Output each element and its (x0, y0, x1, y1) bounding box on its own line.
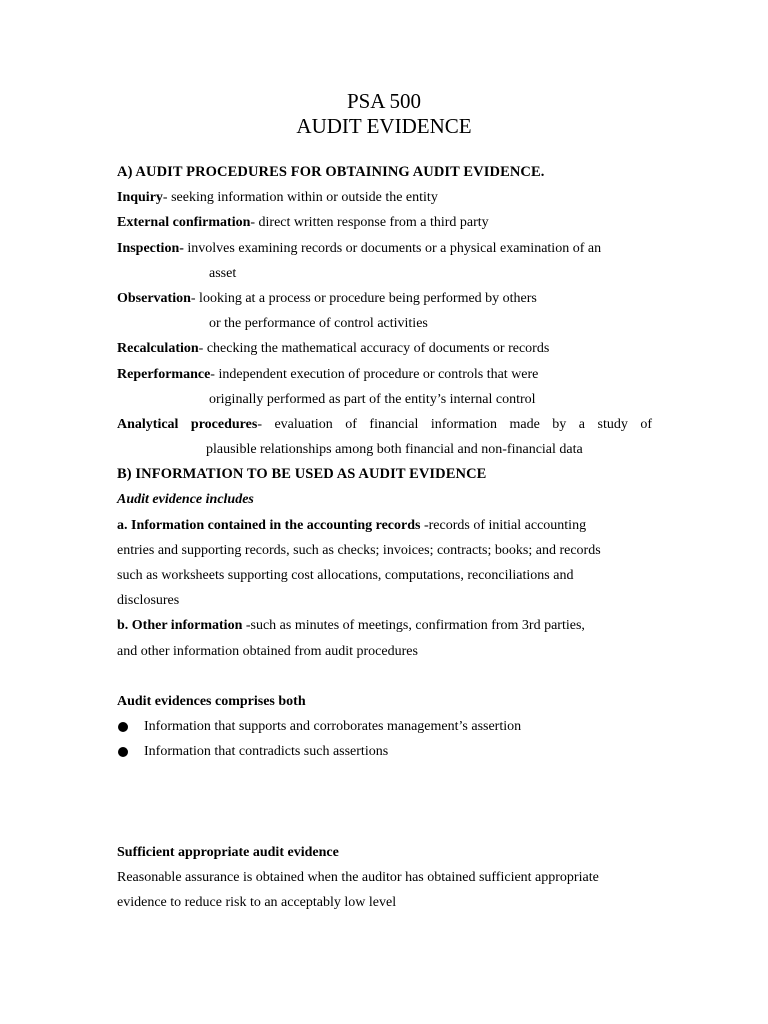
procedure-reperformance (117, 362, 652, 387)
spacer (117, 664, 652, 689)
sufficient-text: Reasonable assurance is obtained when the auditor has obtained sufficient appropriate (117, 870, 599, 886)
evidence-item-a (117, 513, 652, 538)
item-text: -such as minutes of meetings, confirmation from 3rd parties, (242, 618, 585, 634)
spacer (117, 765, 652, 841)
procedure-inspection-continued: asset (209, 265, 237, 281)
definition: - seeking information within or outside the entity (162, 190, 438, 206)
bullet-item (117, 739, 652, 764)
comprises-heading (117, 689, 652, 714)
definition: involves examining records or documents or a physical examination of an (183, 240, 602, 256)
term: Analytical procedures (117, 416, 258, 432)
procedure-recalculation (117, 336, 652, 361)
evidence-item-a-line: such as worksheets supporting cost allocations, computations, reconciliations and (117, 568, 574, 583)
term: Recalculation (117, 341, 199, 357)
comprises-heading-text: Audit evidences comprises both (117, 693, 306, 709)
term: Inquiry (117, 190, 163, 206)
term: Observation (117, 290, 191, 306)
document-body (117, 160, 652, 916)
procedure-analytical-continued: plausible relationships among both financial and non-financial data (206, 442, 583, 458)
evidence-item-a-line: disclosures (117, 593, 180, 609)
sufficient-heading-text: Sufficient appropriate audit evidence (117, 845, 339, 861)
section-b-subheading: Audit evidence includes (117, 492, 254, 508)
procedure-reperformance-continued: originally performed as part of the entity’s internal control (209, 391, 536, 407)
item-term: a. Information contained in the accounting records (117, 517, 421, 533)
procedure-inquiry (117, 185, 652, 210)
bullet-item (117, 714, 652, 739)
definition: - independent execution of procedure or controls that were (210, 366, 539, 382)
item-term: b. Other information (117, 618, 243, 634)
bullet-text: Information that supports and corroborates management’s assertion (144, 719, 522, 735)
definition: - evaluation of financial information made by a study of (257, 416, 652, 432)
sufficient-text: evidence to reduce risk to an acceptably low level (117, 895, 397, 911)
document-title-code: PSA 500 (346, 89, 422, 113)
bullet-text: Information that contradicts such assertions (144, 744, 389, 760)
item-text: -records of initial accounting (420, 517, 587, 533)
document-title: AUDIT EVIDENCE (296, 114, 472, 138)
bullet-dot-icon (118, 747, 128, 757)
procedure-inspection (117, 236, 652, 261)
section-b-heading: B) INFORMATION TO BE USED AS AUDIT EVIDENCE (117, 466, 487, 483)
evidence-item-b (117, 613, 652, 638)
sufficient-heading (117, 840, 652, 865)
definition: - checking the mathematical accuracy of documents or records (198, 341, 550, 357)
evidence-item-b-line: and other information obtained from audit procedures (117, 643, 418, 659)
term: Inspection- (117, 240, 184, 256)
bullet-dot-icon (118, 722, 128, 732)
definition: - looking at a process or procedure being performed by others (190, 290, 537, 306)
section-a-heading: A) AUDIT PROCEDURES FOR OBTAINING AUDIT EVIDENCE. (117, 164, 545, 180)
evidence-item-a-line: entries and supporting records, such as checks; invoices; contracts; books; and records (117, 542, 601, 558)
procedure-analytical (117, 412, 652, 437)
procedure-external-confirmation (117, 210, 652, 235)
term: External confirmation (117, 215, 251, 231)
procedure-observation-continued: or the performance of control activities (209, 316, 428, 332)
term: Reperformance (117, 366, 211, 382)
procedure-observation (117, 286, 652, 311)
definition: - direct written response from a third party (250, 215, 489, 231)
